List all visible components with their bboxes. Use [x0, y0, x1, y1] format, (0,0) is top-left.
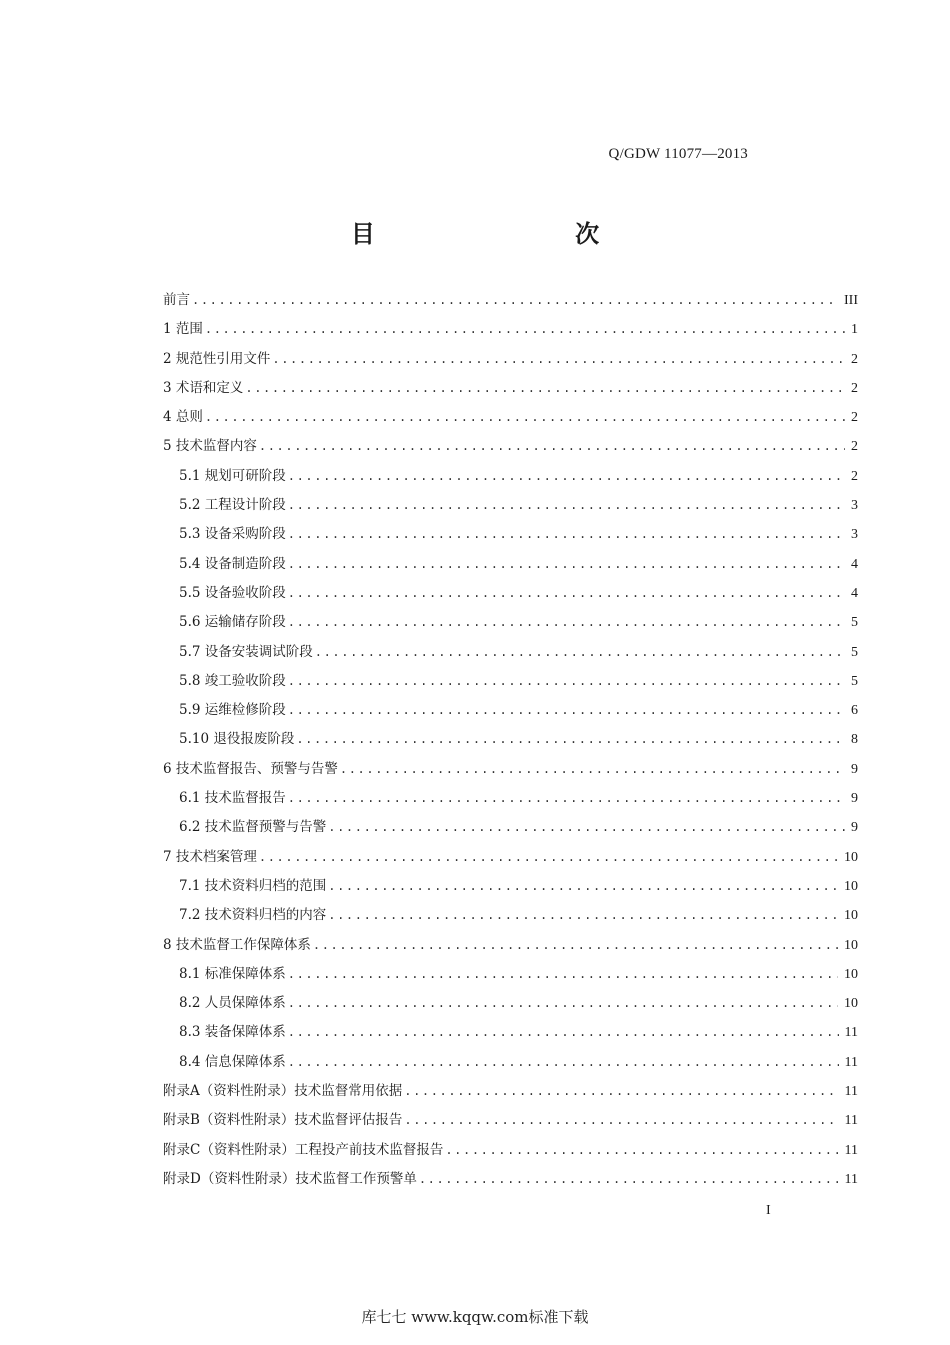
- toc-dot-leader: [328, 813, 845, 842]
- toc-entry[interactable]: [163, 579, 858, 608]
- toc-dot-leader: [259, 843, 838, 872]
- toc-dot-leader: [288, 667, 845, 696]
- toc-entry-label: 3 术语和定义: [163, 379, 244, 396]
- toc-entry-label: 5.8 竣工验收阶段: [179, 672, 286, 689]
- toc-entry-page: 2: [851, 351, 858, 367]
- toc-entry-page: 3: [851, 498, 858, 514]
- toc-entry-page: 11: [844, 1113, 858, 1129]
- toc-dot-leader: [296, 725, 845, 754]
- toc-entry[interactable]: [163, 931, 858, 960]
- toc-entry-label: 5.1 规划可研阶段: [179, 467, 286, 484]
- toc-entry-page: 2: [851, 468, 858, 484]
- toc-entry-label: 8.3 装备保障体系: [179, 1024, 286, 1041]
- toc-entry-label: 5.7 设备安装调试阶段: [179, 643, 313, 660]
- toc-entry-label: 5.2 工程设计阶段: [179, 497, 286, 514]
- toc-entry-page: 4: [851, 585, 858, 601]
- toc-entry-page: 11: [844, 1142, 858, 1158]
- toc-entry-label: 附录D（资料性附录）技术监督工作预警单: [163, 1170, 417, 1187]
- toc-entry[interactable]: [163, 315, 858, 344]
- toc-entry-page: 5: [851, 644, 858, 660]
- toc-entry[interactable]: [163, 784, 858, 813]
- toc-entry-label: 7 技术档案管理: [163, 848, 257, 865]
- toc-entry[interactable]: [163, 286, 858, 315]
- toc-entry-page: 9: [851, 820, 858, 836]
- toc-entry-label: 5 技术监督内容: [163, 438, 257, 455]
- toc-entry-page: 11: [844, 1171, 858, 1187]
- toc-entry-label: 6 技术监督报告、预警与告警: [163, 760, 338, 777]
- toc-entry[interactable]: [163, 872, 858, 901]
- toc-dot-leader: [404, 1106, 838, 1135]
- toc-entry-page: 6: [851, 703, 858, 719]
- toc-entry-label: 5.3 设备采购阶段: [179, 526, 286, 543]
- toc-entry[interactable]: [163, 696, 858, 725]
- toc-entry-page: 10: [844, 908, 858, 924]
- toc-entry[interactable]: [163, 550, 858, 579]
- toc-dot-leader: [419, 1165, 839, 1194]
- toc-entry-label: 5.9 运维检修阶段: [179, 702, 286, 719]
- toc-entry[interactable]: [163, 374, 858, 403]
- toc-entry-label: 8.1 标准保障体系: [179, 965, 286, 982]
- toc-entry-label: 附录A（资料性附录）技术监督常用依据: [163, 1083, 403, 1100]
- toc-dot-leader: [340, 755, 845, 784]
- toc-dot-leader: [245, 374, 845, 403]
- toc-dot-leader: [313, 931, 838, 960]
- toc-entry[interactable]: [163, 901, 858, 930]
- toc-entry-label: 8.2 人员保障体系: [179, 995, 286, 1012]
- toc-entry-label: 5.10 退役报废阶段: [179, 731, 295, 748]
- toc-entry-label: 附录B（资料性附录）技术监督评估报告: [163, 1112, 403, 1129]
- toc-dot-leader: [288, 550, 845, 579]
- toc-dot-leader: [328, 901, 838, 930]
- toc-entry-label: 5.6 运输储存阶段: [179, 614, 286, 631]
- toc-dot-leader: [445, 1136, 838, 1165]
- toc-entry[interactable]: [163, 1077, 858, 1106]
- toc-dot-leader: [272, 345, 845, 374]
- toc-dot-leader: [259, 432, 845, 461]
- toc-dot-leader: [192, 286, 838, 315]
- toc-dot-leader: [288, 989, 838, 1018]
- toc-entry-page: 11: [844, 1025, 858, 1041]
- toc-entry-page: 2: [851, 380, 858, 396]
- toc-entry-page: 10: [844, 996, 858, 1012]
- toc-dot-leader: [288, 491, 845, 520]
- toc-entry[interactable]: [163, 1106, 858, 1135]
- toc-entry-label: 8.4 信息保障体系: [179, 1053, 286, 1070]
- toc-entry[interactable]: [163, 843, 858, 872]
- toc-entry-label: 7.1 技术资料归档的范围: [179, 877, 327, 894]
- toc-entry[interactable]: [163, 989, 858, 1018]
- toc-entry-page: 8: [851, 732, 858, 748]
- toc-entry-page: 9: [851, 791, 858, 807]
- toc-entry-page: 2: [851, 439, 858, 455]
- page-number: I: [766, 1203, 771, 1218]
- toc-entry[interactable]: [163, 403, 858, 432]
- toc-entry[interactable]: [163, 1136, 858, 1165]
- toc-entry[interactable]: [163, 462, 858, 491]
- toc-entry-label: 8 技术监督工作保障体系: [163, 936, 311, 953]
- toc-entry[interactable]: [163, 667, 858, 696]
- toc-dot-leader: [205, 403, 845, 432]
- footer-watermark: 库七七 www.kqqw.com标准下载: [361, 1308, 589, 1326]
- toc-entry-label: 2 规范性引用文件: [163, 350, 271, 367]
- toc-entry[interactable]: [163, 432, 858, 461]
- toc-entry-label: 6.2 技术监督预警与告警: [179, 819, 327, 836]
- toc-dot-leader: [404, 1077, 838, 1106]
- toc-entry-page: 11: [844, 1084, 858, 1100]
- toc-entry-label: 前言: [163, 292, 190, 308]
- toc-entry-label: 1 范围: [163, 321, 203, 338]
- toc-entry-label: 6.1 技术监督报告: [179, 790, 286, 807]
- toc-dot-leader: [328, 872, 838, 901]
- toc-dot-leader: [288, 520, 845, 549]
- toc-entry-page: 5: [851, 615, 858, 631]
- toc-entry-page: 3: [851, 527, 858, 543]
- toc-entry[interactable]: [163, 1048, 858, 1077]
- toc-entry-page: 4: [851, 556, 858, 572]
- toc-entry-page: 10: [844, 878, 858, 894]
- toc-entry-label: 7.2 技术资料归档的内容: [179, 907, 327, 924]
- toc-entry-page: 10: [844, 849, 858, 865]
- toc-dot-leader: [315, 638, 845, 667]
- toc-dot-leader: [288, 960, 838, 989]
- toc-entry[interactable]: [163, 960, 858, 989]
- toc-title: 目 次: [350, 220, 696, 248]
- toc-entry[interactable]: [163, 520, 858, 549]
- toc-dot-leader: [288, 1048, 839, 1077]
- toc-entry-page: III: [844, 293, 858, 308]
- toc-entry[interactable]: [163, 1165, 858, 1194]
- toc-entry-page: 11: [844, 1054, 858, 1070]
- toc-dot-leader: [205, 315, 845, 344]
- toc-entry[interactable]: [163, 755, 858, 784]
- toc-entry-label: 附录C（资料性附录）工程投产前技术监督报告: [163, 1141, 444, 1158]
- toc-entry[interactable]: [163, 491, 858, 520]
- toc-entry-page: 10: [844, 966, 858, 982]
- toc-entry-page: 2: [851, 410, 858, 426]
- toc-entry-label: 5.5 设备验收阶段: [179, 584, 286, 601]
- table-of-contents: [163, 286, 858, 1194]
- toc-entry[interactable]: [163, 725, 858, 754]
- toc-entry[interactable]: [163, 608, 858, 637]
- toc-entry[interactable]: [163, 345, 858, 374]
- toc-entry-page: 9: [851, 761, 858, 777]
- toc-dot-leader: [288, 696, 845, 725]
- toc-dot-leader: [288, 462, 845, 491]
- toc-dot-leader: [288, 784, 845, 813]
- toc-entry-page: 5: [851, 673, 858, 689]
- toc-dot-leader: [288, 579, 845, 608]
- toc-dot-leader: [288, 608, 845, 637]
- toc-entry-page: 10: [844, 937, 858, 953]
- toc-entry-label: 5.4 设备制造阶段: [179, 555, 286, 572]
- standard-number: Q/GDW 11077—2013: [608, 146, 748, 162]
- toc-dot-leader: [288, 1018, 839, 1047]
- toc-entry-label: 4 总则: [163, 409, 203, 426]
- toc-entry[interactable]: [163, 638, 858, 667]
- toc-entry-page: 1: [851, 322, 858, 338]
- toc-entry[interactable]: [163, 813, 858, 842]
- toc-entry[interactable]: [163, 1018, 858, 1047]
